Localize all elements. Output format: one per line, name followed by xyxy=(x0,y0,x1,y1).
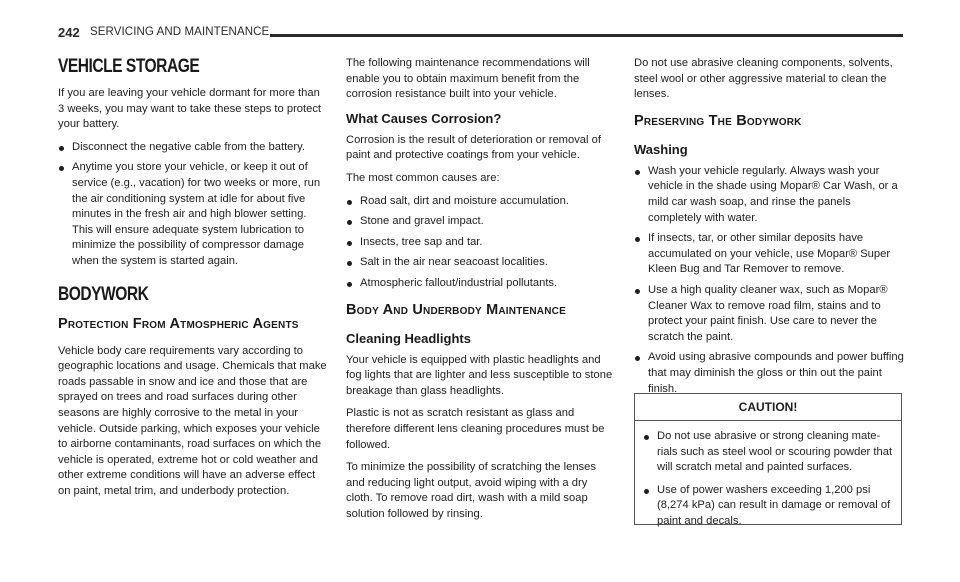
headlights-p2: Plastic is not as scratch resistant as glass and therefore different lens cleaning procedures must be followed. xyxy=(346,407,605,451)
corrosion-heading: What Causes Corrosion? xyxy=(346,110,502,126)
caution-box xyxy=(634,393,902,525)
protection-heading: Protection From Atmospheric Agents xyxy=(58,315,299,332)
bullet-icon xyxy=(59,146,64,151)
list-item: Avoid using abrasive compounds and power buffing that may diminish the gloss or thin out the paint finish. xyxy=(634,350,904,397)
preserving-heading: Preserving The Bodywork xyxy=(634,112,802,129)
list-item: Use a high quality cleaner wax, such as Mopar® Cleaner Wax to remove road film, stains and to protect your paint finish. Use care to never the scratch the paint. xyxy=(634,283,904,345)
bullet-icon xyxy=(635,356,640,361)
bodywork-heading: BODYWORK xyxy=(58,283,149,305)
bullet-icon xyxy=(347,200,352,205)
section-title: SERVICING AND MAINTENANCE xyxy=(90,26,270,38)
washing-list xyxy=(634,164,904,397)
header-rule xyxy=(270,34,903,37)
column-3 xyxy=(634,56,904,402)
vehicle-storage-intro: If you are leaving your vehicle dormant for more than 3 weeks, you may want to take these steps to protect your battery. xyxy=(58,87,322,131)
list-item: Wash your vehicle regularly. Always wash your vehicle in the shade using Mopar® Car Wash, or a mild car wash soap, and rinse the panels completely with water. xyxy=(634,164,904,226)
list-item: Road salt, dirt and moisture accumulation. xyxy=(346,194,616,210)
bullet-icon xyxy=(347,220,352,225)
headlights-p1: Your vehicle is equipped with plastic headlights and fog lights that are lighter and less susceptible to stone breakage than glass headlights. xyxy=(346,353,613,397)
page-number: 242 xyxy=(58,25,80,40)
bullet-icon xyxy=(635,289,640,294)
bullet-icon xyxy=(635,237,640,242)
headlights-p3: To minimize the possibility of scratching the lenses and reducing light output, avoid wiping with a dry cloth. To remove road dirt, wash with a mild soap solution followed by rinsing. xyxy=(346,461,596,520)
list-item: Insects, tree sap and tar. xyxy=(346,235,616,251)
list-item: Salt in the air near seacoast localities. xyxy=(346,255,616,271)
list-item: Disconnect the negative cable from the battery. xyxy=(58,140,328,156)
body-maintenance-heading: Body And Underbody Maintenance xyxy=(346,301,566,318)
list-item: If insects, tar, or other similar deposits have accumulated on your vehicle, use Mopar® Super Kleen Bug and Tar Remover to remove. xyxy=(634,231,904,278)
list-item: Atmospheric fallout/industrial pollutants. xyxy=(346,276,616,292)
cleaning-headlights-heading: Cleaning Headlights xyxy=(346,330,471,346)
vehicle-storage-list xyxy=(58,140,328,270)
bullet-icon xyxy=(644,489,649,494)
column-1 xyxy=(58,56,328,506)
corrosion-causes-list xyxy=(346,194,616,292)
page-header xyxy=(58,25,903,41)
corrosion-body: Corrosion is the result of deterioration or removal of paint and protective coatings from your vehicle. xyxy=(346,133,601,162)
maintenance-intro: The following maintenance recommendations will enable you to obtain maximum benefit from the corrosion resistance built into your vehicle. xyxy=(346,57,590,101)
caution-list xyxy=(635,421,901,530)
bullet-icon xyxy=(347,282,352,287)
vehicle-storage-heading: VEHICLE STORAGE xyxy=(58,56,200,77)
corrosion-causes-intro: The most common causes are: xyxy=(346,171,500,184)
bullet-icon xyxy=(347,241,352,246)
list-item: Use of power washers exceeding 1,200 psi (8,274 kPa) can result in damage or removal of paint and decals. xyxy=(643,483,893,530)
caution-title: CAUTION! xyxy=(635,394,901,421)
bullet-icon xyxy=(59,166,64,171)
washing-heading: Washing xyxy=(634,141,688,157)
list-item: Do not use abrasive or strong cleaning materials such as steel wool or scouring powder that will scratch metal and painted surfaces. xyxy=(643,429,893,476)
protection-body: Vehicle body care requirements vary according to geographic locations and usage. Chemicals that make roads passable in snow and ice and those that are sprayed on trees and road surfaces during other seasons are highly corrosive to the metal in your vehicle. Outside parking, which exposes your vehicle to airborne contaminants, road surfaces on which the vehicle is operated, extreme hot or cold weather and other extreme conditions will have an adverse effect on paint, metal trim, and underbody protection. xyxy=(58,344,327,497)
list-item: Anytime you store your vehicle, or keep it out of service (e.g., vacation) for two weeks or more, run the air conditioning system at idle for about five minutes in the fresh air and high blower setting. This will ensure adequate system lubrication to minimize the possibility of compressor damage when the system is started again. xyxy=(58,160,328,269)
lens-cleaning-note: Do not use abrasive cleaning components, solvents, steel wool or other aggressive material to clean the lenses. xyxy=(634,57,893,101)
bullet-icon xyxy=(644,435,649,440)
bullet-icon xyxy=(635,170,640,175)
bullet-icon xyxy=(347,261,352,266)
column-2 xyxy=(346,56,616,529)
list-item: Stone and gravel impact. xyxy=(346,214,616,230)
